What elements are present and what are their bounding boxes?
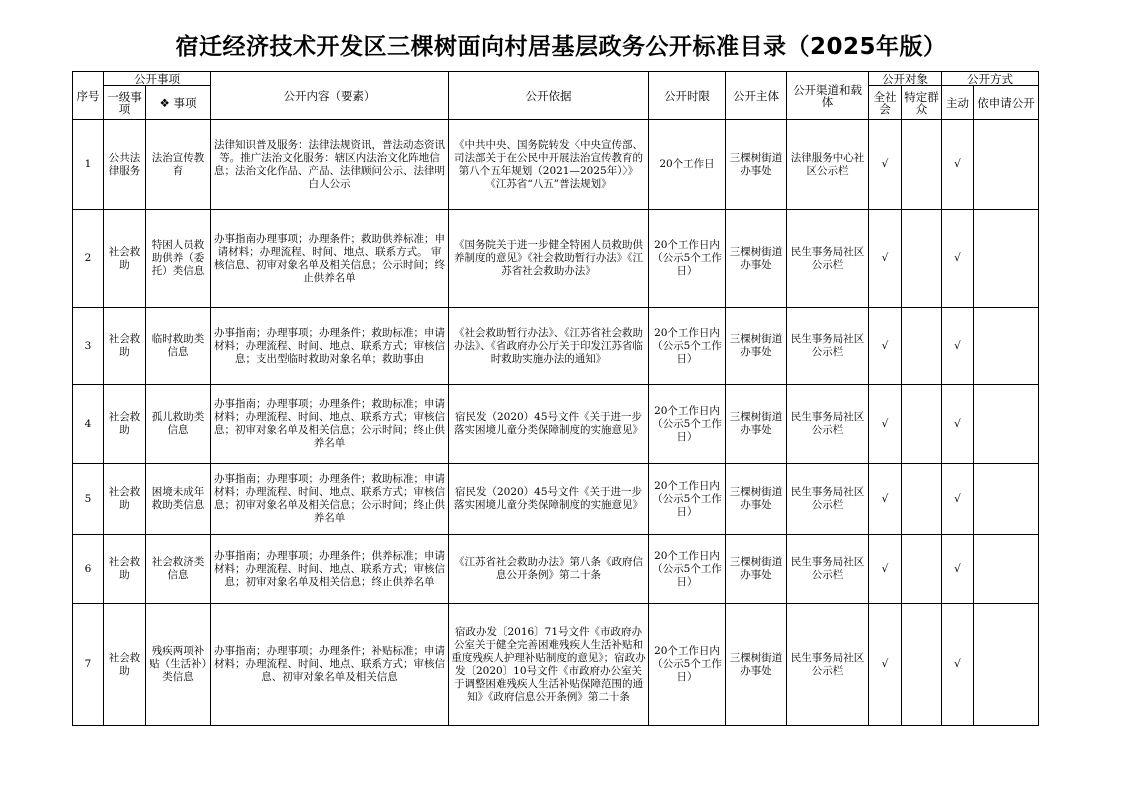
table-row	[73, 210, 1039, 308]
row-channel: 民生事务局社区公示栏	[787, 385, 869, 464]
table-body	[73, 120, 1039, 726]
row-basis: 宿民发（2020）45号文件《关于进一步落实困境儿童分类保障制度的实施意见》	[449, 385, 649, 464]
row-content: 办事指南；办理事项；办理条件；供养标准；申请材料；办理流程、时间、地点、联系方式；审核信息；初审对象名单及相关信息；终止供养名单	[211, 535, 449, 604]
row-channel: 法律服务中心社区公示栏	[787, 120, 869, 210]
row-time-limit: 20个工作日内（公示5个工作日）	[649, 535, 726, 604]
col-specific-header: 特定群众	[902, 86, 942, 120]
row-channel: 民生事务局社区公示栏	[787, 535, 869, 604]
row-channel: 民生事务局社区公示栏	[787, 604, 869, 726]
row-level1: 社会救助	[104, 210, 146, 308]
col-level1-header: 一级事项	[104, 86, 146, 120]
row-active: √	[942, 464, 974, 535]
row-seq: 4	[73, 385, 104, 464]
row-all-society: √	[869, 464, 902, 535]
table-row	[73, 308, 1039, 385]
row-time-limit: 20个工作日	[649, 120, 726, 210]
row-active: √	[942, 385, 974, 464]
col-active-header: 主动	[942, 86, 974, 120]
row-basis: 《国务院关于进一步健全特困人员救助供养制度的意见》《社会救助暂行办法》《江苏省社会救助办法》	[449, 210, 649, 308]
row-content: 法律知识普及服务：法律法规资讯，普法动态资讯等。推广法治文化服务：辖区内法治文化阵地信息；法治文化作品、产品、法律顾问公示、法律明白人公示	[211, 120, 449, 210]
row-all-society: √	[869, 535, 902, 604]
row-seq: 1	[73, 120, 104, 210]
row-active: √	[942, 308, 974, 385]
table-row	[73, 120, 1039, 210]
row-time-limit: 20个工作日内（公示5个工作日）	[649, 308, 726, 385]
row-item: 临时救助类信息	[146, 308, 211, 385]
row-basis: 宿政办发〔2016〕71号文件《市政府办公室关于健全完善困难残疾人生活补贴和重度残疾人护理补贴制度的意见》；宿政办发〔2020〕10号文件《市政府办公室关于调整困难残疾人生活补贴保障范围的通知》《政府信息公开条例》第二十条	[449, 604, 649, 726]
col-method-header: 公开方式	[942, 72, 1039, 86]
col-content-header: 公开内容（要素）	[211, 72, 449, 120]
row-level1: 社会救助	[104, 535, 146, 604]
row-specific	[902, 385, 942, 464]
row-active: √	[942, 120, 974, 210]
page-title: 宿迁经济技术开发区三棵树面向村居基层政务公开标准目录（2025年版）	[175, 34, 947, 60]
row-all-society: √	[869, 120, 902, 210]
col-target-header: 公开对象	[869, 72, 942, 86]
table-row	[73, 464, 1039, 535]
row-item: 法治宣传教育	[146, 120, 211, 210]
row-time-limit: 20个工作日内（公示5个工作日）	[649, 464, 726, 535]
row-subject: 三棵树街道办事处	[726, 120, 787, 210]
row-specific	[902, 535, 942, 604]
row-channel: 民生事务局社区公示栏	[787, 210, 869, 308]
row-on-request	[974, 464, 1039, 535]
row-specific	[902, 210, 942, 308]
row-all-society: √	[869, 604, 902, 726]
table-header	[73, 72, 1039, 120]
row-specific	[902, 120, 942, 210]
row-specific	[902, 604, 942, 726]
row-subject: 三棵树街道办事处	[726, 210, 787, 308]
row-subject: 三棵树街道办事处	[726, 604, 787, 726]
row-content: 办事指南；办理事项；办理条件；救助标准；申请材料；办理流程、时间、地点、联系方式；审核信息；初审对象名单及相关信息；公示时间；终止供养名单	[211, 464, 449, 535]
row-all-society: √	[869, 308, 902, 385]
col-all-society-header: 全社会	[869, 86, 902, 120]
row-on-request	[974, 210, 1039, 308]
row-on-request	[974, 535, 1039, 604]
row-seq: 2	[73, 210, 104, 308]
row-all-society: √	[869, 210, 902, 308]
row-item: 社会救济类信息	[146, 535, 211, 604]
row-on-request	[974, 385, 1039, 464]
row-active: √	[942, 535, 974, 604]
row-item: 残疾两项补贴（生活补）类信息	[146, 604, 211, 726]
table-row	[73, 385, 1039, 464]
row-on-request	[974, 308, 1039, 385]
row-basis: 《社会救助暂行办法》、《江苏省社会救助办法》、《省政府办公厅关于印发江苏省临时救助实施办法的通知》	[449, 308, 649, 385]
row-level1: 社会救助	[104, 385, 146, 464]
row-content: 办事指南；办理事项；办理条件；补贴标准；申请材料；办理流程、时间、地点、联系方式；审核信息、初审对象名单及相关信息	[211, 604, 449, 726]
row-channel: 民生事务局社区公示栏	[787, 308, 869, 385]
row-level1: 社会救助	[104, 464, 146, 535]
row-subject: 三棵树街道办事处	[726, 308, 787, 385]
table-row	[73, 535, 1039, 604]
col-seq-header: 序号	[73, 72, 104, 120]
row-active: √	[942, 604, 974, 726]
col-item-header: ❖ 事项	[146, 86, 211, 120]
col-basis-header: 公开依据	[449, 72, 649, 120]
col-subject-header: 公开主体	[726, 72, 787, 120]
row-content: 办事指南；办理事项；办理条件；救助标准；申请材料；办理流程、时间、地点、联系方式；审核信息；初审对象名单及相关信息；公示时间；终止供养名单	[211, 385, 449, 464]
row-time-limit: 20个工作日内（公示5个工作日）	[649, 604, 726, 726]
row-level1: 社会救助	[104, 308, 146, 385]
row-specific	[902, 308, 942, 385]
row-subject: 三棵树街道办事处	[726, 385, 787, 464]
row-item: 孤儿救助类信息	[146, 385, 211, 464]
row-subject: 三棵树街道办事处	[726, 464, 787, 535]
row-level1: 公共法律服务	[104, 120, 146, 210]
row-channel: 民生事务局社区公示栏	[787, 464, 869, 535]
row-on-request	[974, 604, 1039, 726]
row-basis: 《江苏省社会救助办法》第八条《政府信息公开条例》第二十条	[449, 535, 649, 604]
row-subject: 三棵树街道办事处	[726, 535, 787, 604]
row-all-society: √	[869, 385, 902, 464]
row-item: 困境未成年救助类信息	[146, 464, 211, 535]
row-content: 办事指南；办理事项；办理条件；救助标准；申请材料；办理流程、时间、地点、联系方式；审核信息；支出型临时救助对象名单；救助事由	[211, 308, 449, 385]
row-seq: 3	[73, 308, 104, 385]
row-time-limit: 20个工作日内（公示5个工作日）	[649, 210, 726, 308]
row-seq: 6	[73, 535, 104, 604]
table-row	[73, 604, 1039, 726]
col-matters-header: 公开事项	[104, 72, 211, 86]
row-time-limit: 20个工作日内（公示5个工作日）	[649, 385, 726, 464]
row-seq: 7	[73, 604, 104, 726]
col-time-limit-header: 公开时限	[649, 72, 726, 120]
row-basis: 宿民发（2020）45号文件《关于进一步落实困境儿童分类保障制度的实施意见》	[449, 464, 649, 535]
row-basis: 《中共中央、国务院转发〈中央宣传部、司法部关于在公民中开展法治宣传教育的第八个五年规划（2021—2025年）〉》《江苏省“八五”普法规划》	[449, 120, 649, 210]
row-active: √	[942, 210, 974, 308]
row-content: 办事指南办理事项；办理条件；救助供养标准；申请材料；办理流程、时间、地点、联系方式。 审核信息、初审对象名单及相关信息；公示时间；终止供养名单	[211, 210, 449, 308]
row-specific	[902, 464, 942, 535]
col-on-request-header: 依申请公开	[974, 86, 1039, 120]
col-channel-header: 公开渠道和载体	[787, 72, 869, 120]
row-seq: 5	[73, 464, 104, 535]
row-item: 特困人员救助供养（委托）类信息	[146, 210, 211, 308]
catalog-table	[72, 71, 1039, 726]
row-level1: 社会救助	[104, 604, 146, 726]
row-on-request	[974, 120, 1039, 210]
